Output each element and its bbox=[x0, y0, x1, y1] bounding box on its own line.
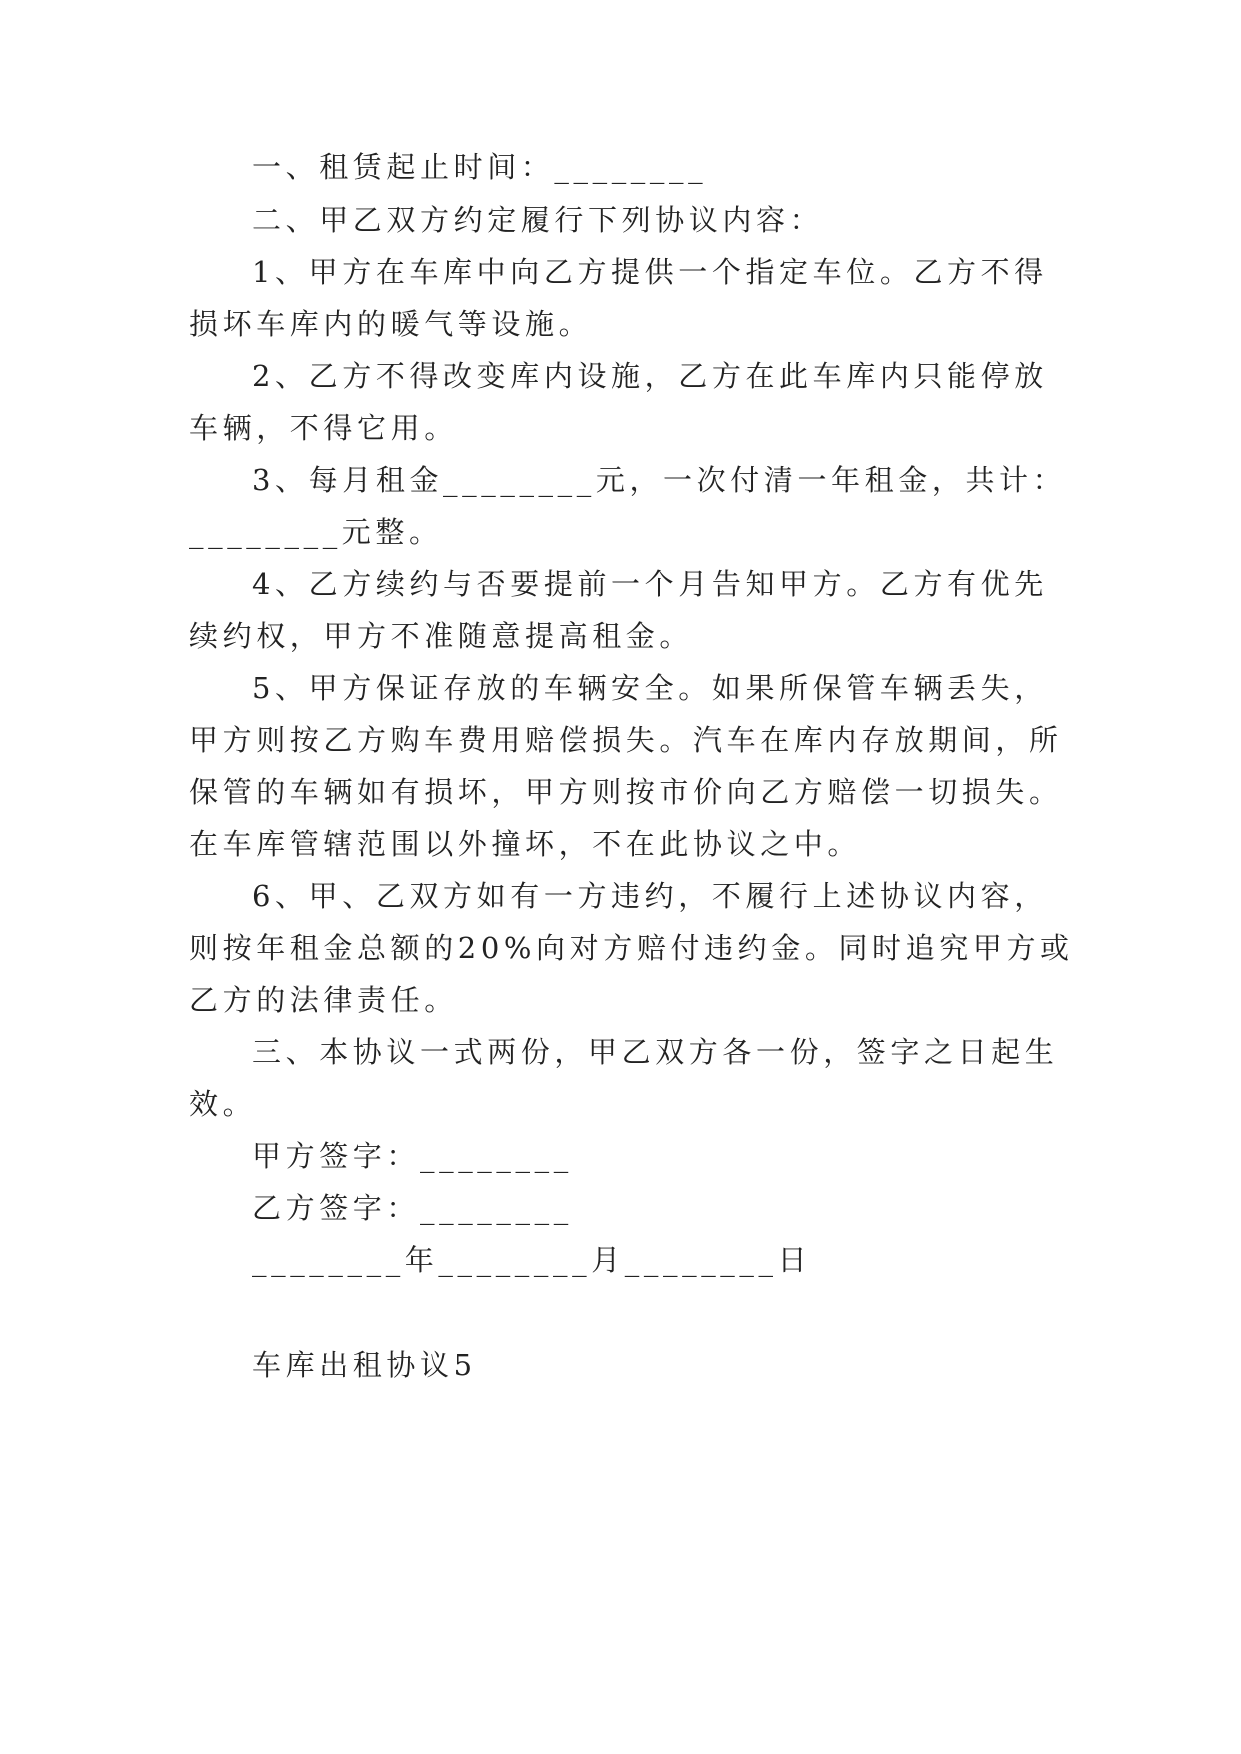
clause-2-line-2: 车辆，不得它用。 bbox=[189, 411, 458, 445]
next-agreement-title: 车库出租协议5 bbox=[252, 1348, 477, 1382]
party-b-signature-line: 乙方签字：________ bbox=[252, 1191, 573, 1225]
section-3-line-1: 三、本协议一式两份，甲乙双方各一份，签字之日起生 bbox=[252, 1035, 1059, 1069]
clause-4-line-2: 续约权，甲方不准随意提高租金。 bbox=[189, 619, 694, 653]
party-a-signature-line: 甲方签字：________ bbox=[252, 1139, 573, 1173]
clause-1-line-2: 损坏车库内的暖气等设施。 bbox=[189, 307, 593, 341]
section-3-line-2: 效。 bbox=[189, 1087, 257, 1121]
clause-4-line-1: 4、乙方续约与否要提前一个月告知甲方。乙方有优先 bbox=[252, 567, 1048, 601]
clause-6-line-1: 6、甲、乙双方如有一方违约，不履行上述协议内容， bbox=[252, 879, 1048, 913]
lease-period-line: 一、租赁起止时间：________ bbox=[252, 150, 708, 184]
clause-5-line-1: 5、甲方保证存放的车辆安全。如果所保管车辆丢失， bbox=[252, 671, 1048, 705]
clause-5-line-2: 甲方则按乙方购车费用赔偿损失。汽车在库内存放期间，所 bbox=[189, 723, 1063, 757]
clause-5-line-4: 在车库管辖范围以外撞坏，不在此协议之中。 bbox=[189, 827, 862, 861]
agreement-content-heading: 二、甲乙双方约定履行下列协议内容： bbox=[252, 203, 824, 237]
clause-6-line-3: 乙方的法律责任。 bbox=[189, 983, 458, 1017]
date-line: ________年________月________日 bbox=[252, 1243, 812, 1277]
clause-3-line-2: ________元整。 bbox=[189, 515, 443, 549]
clause-2-line-1: 2、乙方不得改变库内设施，乙方在此车库内只能停放 bbox=[252, 359, 1048, 393]
clause-3-line-1: 3、每月租金________元，一次付清一年租金，共计： bbox=[252, 463, 1067, 497]
clause-1-line-1: 1、甲方在车库中向乙方提供一个指定车位。乙方不得 bbox=[252, 255, 1048, 289]
clause-5-line-3: 保管的车辆如有损坏，甲方则按市价向乙方赔偿一切损失。 bbox=[189, 775, 1063, 809]
clause-6-line-2: 则按年租金总额的20%向对方赔付违约金。同时追究甲方或 bbox=[189, 931, 1074, 965]
